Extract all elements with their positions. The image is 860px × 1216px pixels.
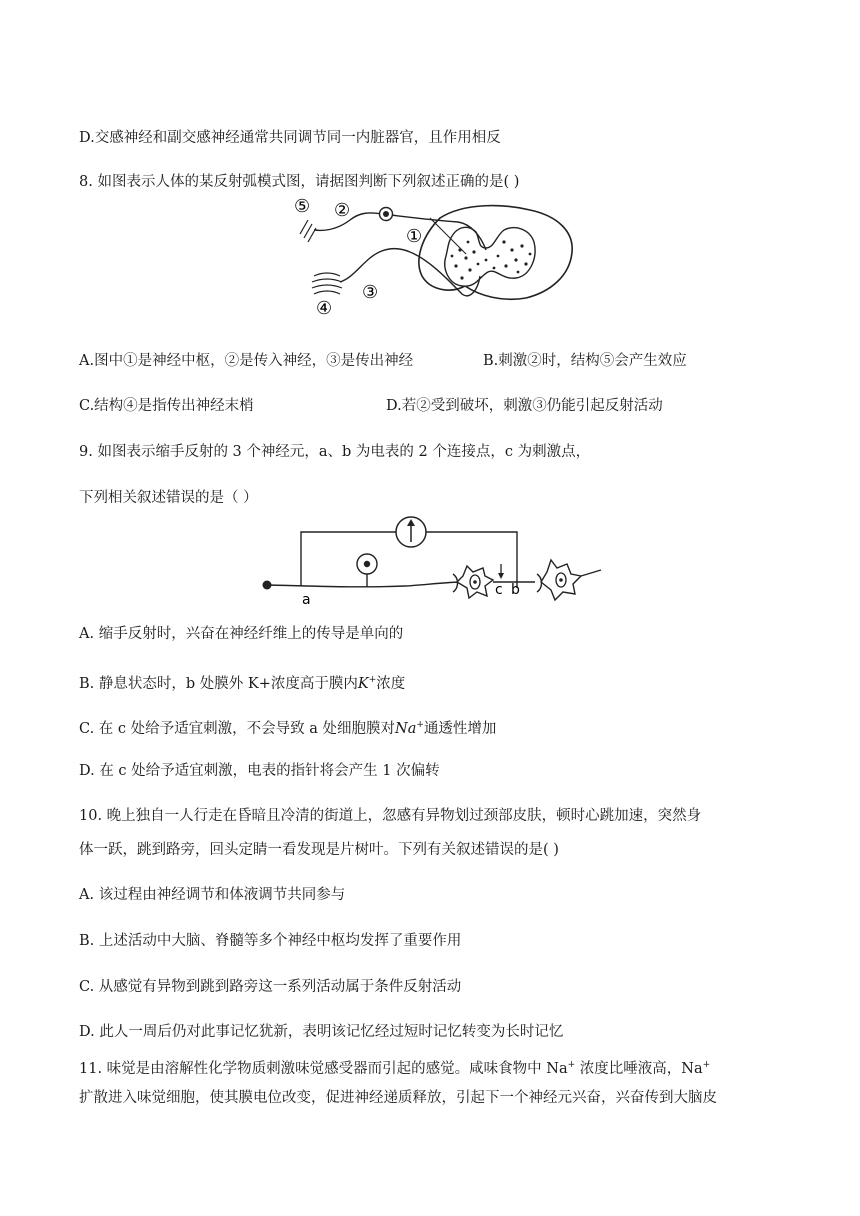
q9-option-c-tail: 通透性增加 bbox=[423, 720, 497, 737]
q11-text-b: 浓度比唾液高，Na bbox=[575, 1060, 703, 1077]
q8-option-d: D.若②受到破坏，刺激③仍能引起反射活动 bbox=[386, 398, 663, 414]
label-2: ② bbox=[334, 200, 351, 221]
q10-option-b: B. 上述活动中大脑、脊髓等多个神经中枢均发挥了重要作用 bbox=[79, 933, 462, 949]
q8-option-b: B.刺激②时，结构⑤会产生效应 bbox=[483, 353, 687, 369]
q10-option-d: D. 此人一周后仍对此事记忆犹新，表明该记忆经过短时记忆转变为长时记忆 bbox=[79, 1024, 564, 1040]
label-c: c bbox=[495, 582, 503, 598]
label-5: ⑤ bbox=[294, 196, 311, 217]
q8-reflex-arc-figure bbox=[290, 190, 580, 320]
label-1: ① bbox=[406, 226, 423, 247]
q8-option-c: C.结构④是指传出神经末梢 bbox=[79, 398, 254, 414]
q9-stem: 9. 如图表示缩手反射的 3 个神经元，a、b 为电表的 2 个连接点，c 为刺激点， bbox=[79, 444, 591, 460]
q11-stem-line1 bbox=[79, 1055, 710, 1079]
q9-neuron-meter-figure bbox=[255, 510, 605, 610]
q9-option-d: D. 在 c 处给予适宜刺激，电表的指针将会产生 1 次偏转 bbox=[79, 763, 440, 779]
na-ion-symbol: Na bbox=[395, 720, 417, 737]
q9-option-b-text: B. 静息状态时，b 处膜外 K+浓度高于膜内 bbox=[79, 675, 358, 692]
k-ion-symbol: K bbox=[357, 675, 369, 692]
label-a: a bbox=[302, 592, 311, 608]
na-charge-2: + bbox=[702, 1060, 711, 1070]
label-4: ④ bbox=[316, 298, 333, 319]
q9-option-a: A. 缩手反射时，兴奋在神经纤维上的传导是单向的 bbox=[79, 626, 404, 642]
q10-stem-line1: 10. 晚上独自一人行走在昏暗且冷清的街道上，忽感有异物划过颈部皮肤，顿时心跳加速，突然身 bbox=[79, 808, 702, 824]
label-3: ③ bbox=[362, 282, 379, 303]
k-ion-charge: + bbox=[368, 675, 377, 685]
q9-stem-line2: 下列相关叙述错误的是（ ） bbox=[79, 490, 258, 506]
q10-option-c: C. 从感觉有异物到跳到路旁这一系列活动属于条件反射活动 bbox=[79, 979, 462, 995]
q9-option-c-text: C. 在 c 处给予适宜刺激，不会导致 a 处细胞膜对 bbox=[79, 720, 395, 737]
na-ion-charge: + bbox=[416, 720, 424, 730]
q11-stem-line2: 扩散进入味觉细胞，使其膜电位改变，促进神经递质释放，引起下一个神经元兴奋，兴奋传到大脑皮 bbox=[79, 1090, 717, 1106]
q9-option-c bbox=[79, 715, 496, 739]
q9-option-b-tail: 浓度 bbox=[376, 675, 406, 692]
q11-text-a: 11. 味觉是由溶解性化学物质刺激味觉感受器而引起的感觉。咸味食物中 Na bbox=[79, 1060, 568, 1077]
q8-stem: 8. 如图表示人体的某反射弧模式图，请据图判断下列叙述正确的是( ) bbox=[79, 174, 520, 190]
q9-option-b bbox=[79, 670, 405, 694]
label-b: b bbox=[511, 582, 520, 598]
q8-option-a: A.图中①是神经中枢，②是传入神经，③是传出神经 bbox=[79, 353, 414, 369]
na-charge-1: + bbox=[567, 1060, 576, 1070]
q10-option-a: A. 该过程由神经调节和体液调节共同参与 bbox=[79, 887, 346, 903]
q10-stem-line2: 体一跃，跳到路旁，回头定睛一看发现是片树叶。下列有关叙述错误的是( ) bbox=[79, 842, 559, 858]
q7-option-d: D.交感神经和副交感神经通常共同调节同一内脏器官，且作用相反 bbox=[79, 130, 501, 146]
